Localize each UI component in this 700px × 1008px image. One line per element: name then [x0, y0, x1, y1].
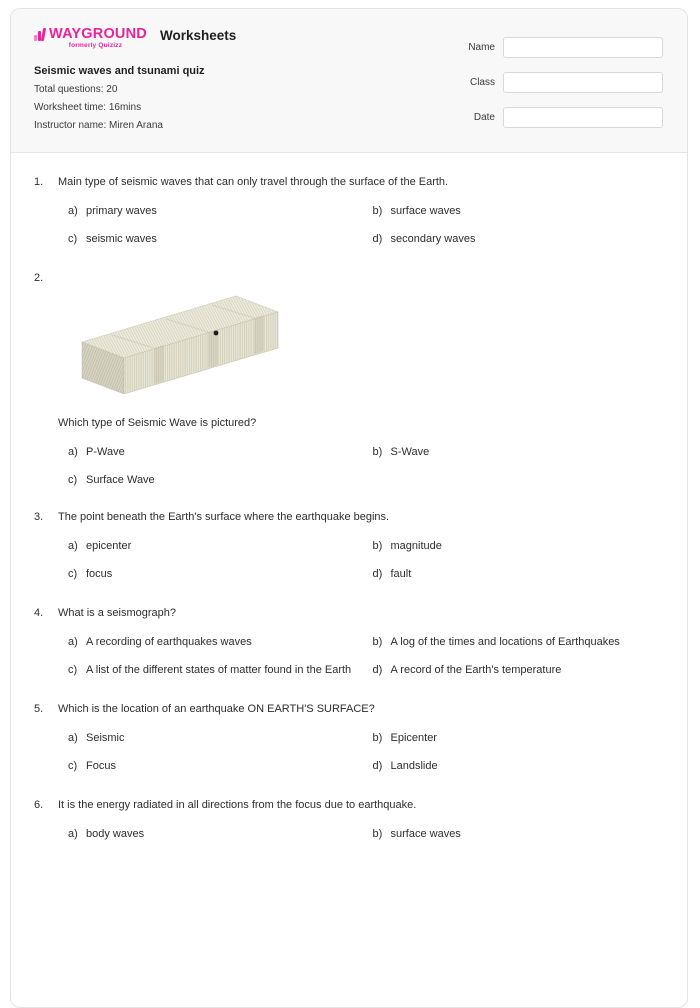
worksheet-title: Seismic waves and tsunami quiz [34, 65, 205, 77]
option-label: A record of the Earth's temperature [390, 664, 562, 676]
p-wave-compression-block-diagram [68, 290, 665, 402]
name-input[interactable] [503, 37, 663, 58]
options-grid [68, 204, 665, 247]
option-c[interactable] [68, 473, 361, 488]
question-2 [34, 271, 665, 488]
option-key: a) [68, 540, 78, 552]
field-row-class [433, 72, 663, 93]
option-a[interactable] [68, 731, 361, 746]
question-number: 2. [34, 272, 44, 284]
option-b[interactable] [373, 731, 666, 746]
option-b[interactable] [373, 445, 666, 460]
option-label: P-Wave [86, 446, 125, 458]
brand-name: WAYGROUND [49, 26, 147, 42]
option-key: b) [372, 828, 383, 840]
field-row-date [433, 107, 663, 128]
brand-logo [34, 27, 147, 49]
total-questions: Total questions: 20 [34, 84, 118, 95]
option-label: Seismic [86, 732, 125, 744]
option-key: a) [68, 446, 78, 458]
question-number: 4. [34, 607, 44, 619]
option-a[interactable] [68, 635, 361, 650]
option-label: body waves [86, 828, 145, 840]
options-grid [68, 445, 665, 488]
option-key: b) [372, 540, 383, 552]
option-label: A recording of earthquakes waves [86, 636, 252, 648]
option-key: a) [68, 828, 78, 840]
date-label: Date [473, 112, 495, 123]
option-key: d) [372, 664, 383, 676]
bar-chart-icon [34, 28, 46, 41]
option-key: d) [372, 233, 383, 245]
option-key: c) [68, 664, 78, 676]
option-d[interactable] [373, 232, 666, 247]
options-grid [68, 827, 665, 842]
option-a[interactable] [68, 827, 361, 842]
option-key: c) [68, 568, 78, 580]
worksheet-header [11, 9, 687, 153]
option-label: epicenter [86, 540, 132, 552]
option-key: c) [68, 474, 78, 486]
option-a[interactable] [68, 445, 361, 460]
option-key: a) [68, 732, 78, 744]
options-grid [68, 635, 665, 678]
option-label: Landslide [390, 760, 438, 772]
questions-list [11, 153, 687, 896]
option-label: fault [390, 568, 412, 580]
option-a[interactable] [68, 539, 361, 554]
option-c[interactable] [68, 567, 361, 582]
field-row-name [433, 37, 663, 58]
option-label: secondary waves [390, 233, 476, 245]
option-key: b) [372, 446, 383, 458]
question-text: What is a seismograph? [58, 607, 176, 619]
class-input[interactable] [503, 72, 663, 93]
question-text: It is the energy radiated in all directions from the focus due to earthquake. [58, 799, 417, 811]
question-4 [34, 606, 665, 678]
option-label: Surface Wave [86, 474, 155, 486]
option-c[interactable] [68, 759, 361, 774]
option-c[interactable] [68, 232, 361, 247]
option-label: S-Wave [390, 446, 430, 458]
option-c[interactable] [68, 663, 361, 678]
question-5 [34, 702, 665, 774]
option-label: A list of the different states of matter found in the Earth [86, 664, 352, 676]
option-label: Epicenter [390, 732, 437, 744]
options-grid [68, 539, 665, 582]
question-number: 1. [34, 176, 44, 188]
question-6 [34, 798, 665, 842]
option-key: b) [372, 205, 383, 217]
question-number: 3. [34, 511, 44, 523]
name-label: Name [468, 42, 495, 53]
date-input[interactable] [503, 107, 663, 128]
worksheet-time: Worksheet time: 16mins [34, 102, 142, 113]
option-b[interactable] [373, 539, 666, 554]
question-text: The point beneath the Earth's surface where the earthquake begins. [58, 511, 390, 523]
class-label: Class [469, 77, 495, 88]
brand-tagline: formerly Quizizz [68, 42, 123, 49]
option-b[interactable] [373, 827, 666, 842]
question-number: 6. [34, 799, 44, 811]
question-subtext: Which type of Seismic Wave is pictured? [58, 417, 257, 429]
option-d[interactable] [373, 663, 666, 678]
option-label: focus [86, 568, 113, 580]
option-key: d) [372, 760, 383, 772]
option-a[interactable] [68, 204, 361, 219]
option-label: seismic waves [86, 233, 157, 245]
option-key: a) [68, 205, 78, 217]
option-label: magnitude [390, 540, 442, 552]
option-key: a) [68, 636, 78, 648]
worksheet-page [10, 8, 688, 1008]
question-text: Which is the location of an earthquake ON EARTH'S SURFACE? [58, 703, 375, 715]
option-b[interactable] [373, 635, 666, 650]
question-text: Main type of seismic waves that can only travel through the surface of the Earth. [58, 176, 449, 188]
option-label: primary waves [86, 205, 157, 217]
option-key: b) [372, 732, 383, 744]
option-label: surface waves [390, 205, 461, 217]
option-d[interactable] [373, 759, 666, 774]
option-key: c) [68, 233, 78, 245]
option-label: A log of the times and locations of Earthquakes [390, 636, 620, 648]
instructor-name: Instructor name: Miren Arana [34, 120, 163, 131]
worksheets-label: Worksheets [159, 28, 237, 43]
option-key: d) [372, 568, 383, 580]
question-number: 5. [34, 703, 44, 715]
student-fields [433, 37, 663, 142]
option-key: b) [372, 636, 383, 648]
question-3 [34, 510, 665, 582]
option-b[interactable] [373, 204, 666, 219]
question-1 [34, 175, 665, 247]
options-grid [68, 731, 665, 774]
option-key: c) [68, 760, 78, 772]
option-label: surface waves [390, 828, 461, 840]
option-label: Focus [86, 760, 116, 772]
option-d[interactable] [373, 567, 666, 582]
